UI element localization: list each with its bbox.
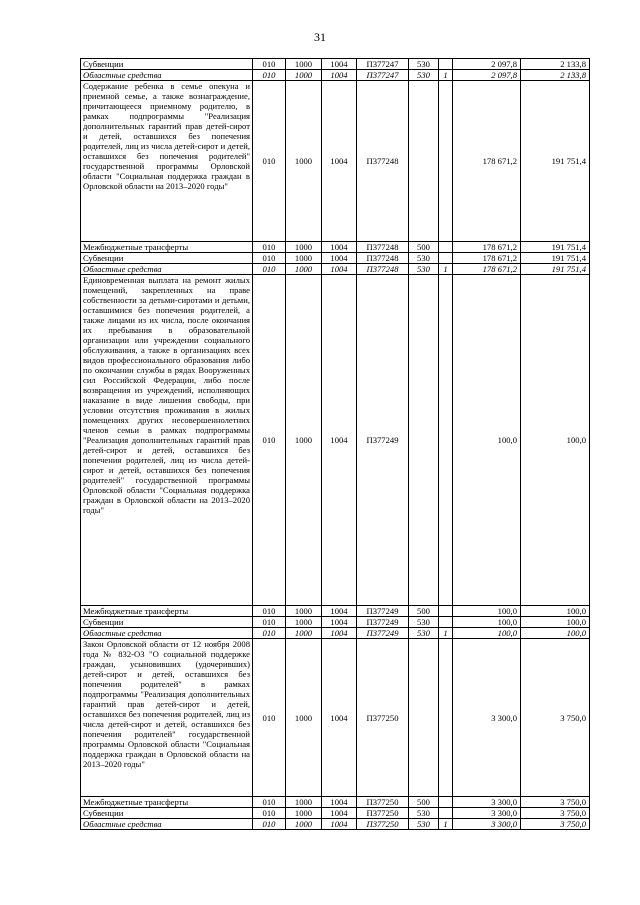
amount-year2-cell: 3 750,0 (521, 639, 590, 797)
target-item-code-cell: П377247 (357, 70, 409, 81)
target-item-code-cell: П377248 (357, 81, 409, 242)
amount-year1-cell: 100,0 (453, 628, 521, 639)
table-row (81, 819, 590, 830)
target-item-code-cell: П377248 (357, 264, 409, 275)
expense-type-cell: 530 (409, 70, 439, 81)
section-code-cell: 1000 (286, 70, 322, 81)
amount-year2-cell: 191 751,4 (521, 264, 590, 275)
target-item-code-cell: П377248 (357, 253, 409, 264)
admin-code-cell: 010 (253, 275, 286, 606)
table-row (81, 639, 590, 797)
table-row (81, 264, 590, 275)
source-code-cell (439, 242, 453, 253)
section-code-cell: 1000 (286, 81, 322, 242)
row-name-cell: Субвенции (81, 253, 253, 264)
section-code-cell: 1000 (286, 808, 322, 819)
admin-code-cell: 010 (253, 797, 286, 808)
subsection-code-cell: 1004 (322, 59, 357, 70)
amount-year2-cell: 2 133,8 (521, 59, 590, 70)
section-code-cell: 1000 (286, 617, 322, 628)
amount-year1-cell: 2 097,8 (453, 70, 521, 81)
amount-year1-cell: 3 300,0 (453, 819, 521, 830)
row-name-cell: Областные средства (81, 628, 253, 639)
subsection-code-cell: 1004 (322, 275, 357, 606)
expense-type-cell: 530 (409, 264, 439, 275)
source-code-cell: 1 (439, 264, 453, 275)
section-code-cell: 1000 (286, 819, 322, 830)
source-code-cell: 1 (439, 70, 453, 81)
subsection-code-cell: 1004 (322, 70, 357, 81)
row-name-cell: Межбюджетные трансферты (81, 242, 253, 253)
amount-year2-cell: 2 133,8 (521, 70, 590, 81)
target-item-code-cell: П377250 (357, 808, 409, 819)
admin-code-cell: 010 (253, 606, 286, 617)
source-code-cell: 1 (439, 819, 453, 830)
admin-code-cell: 010 (253, 617, 286, 628)
amount-year1-cell: 3 300,0 (453, 639, 521, 797)
admin-code-cell: 010 (253, 81, 286, 242)
subsection-code-cell: 1004 (322, 639, 357, 797)
row-name-cell: Единовременная выплата на ремонт жилых помещений, закрепленных на праве собственности за детьми-сиротами и детьми, оставшимися без попечения родителей, а также лицами из их числа, после окончания их пребывания в образовательной организации или учреждении социального обслуживания, а также в организациях всех видов профессионального образования либо по окончании службы в рядах Вооруженных сил Российской Федерации, либо после возвращения из учреждений, исполняющих наказание в виде лишения свободы, при условии отсутствия проживания в жилых помещениях других несовершеннолетних членов семьи в рамках подпрограммы "Реализация дополнительных гарантий прав детей-сирот и детей, оставшихся без попечения родителей, лиц из числа детей-сирот и детей, оставшихся без попечения родителей" государственной программы Орловской области "Социальная поддержка граждан в Орловской области на 2013–2020 годы" (81, 275, 253, 606)
expense-type-cell: 530 (409, 617, 439, 628)
section-code-cell: 1000 (286, 275, 322, 606)
source-code-cell (439, 797, 453, 808)
section-code-cell: 1000 (286, 264, 322, 275)
row-name-cell: Субвенции (81, 59, 253, 70)
row-name-cell: Областные средства (81, 70, 253, 81)
amount-year2-cell: 191 751,4 (521, 253, 590, 264)
table-row (81, 606, 590, 617)
table-row (81, 81, 590, 242)
expense-type-cell: 500 (409, 242, 439, 253)
subsection-code-cell: 1004 (322, 797, 357, 808)
expense-type-cell (409, 275, 439, 606)
source-code-cell: 1 (439, 628, 453, 639)
amount-year1-cell: 178 671,2 (453, 253, 521, 264)
row-name-cell: Областные средства (81, 819, 253, 830)
table-row (81, 797, 590, 808)
source-code-cell (439, 639, 453, 797)
table-row (81, 59, 590, 70)
admin-code-cell: 010 (253, 242, 286, 253)
amount-year2-cell: 3 750,0 (521, 808, 590, 819)
target-item-code-cell: П377249 (357, 617, 409, 628)
amount-year2-cell: 100,0 (521, 617, 590, 628)
admin-code-cell: 010 (253, 808, 286, 819)
amount-year2-cell: 191 751,4 (521, 81, 590, 242)
row-name-cell: Субвенции (81, 617, 253, 628)
amount-year2-cell: 3 750,0 (521, 797, 590, 808)
amount-year1-cell: 2 097,8 (453, 59, 521, 70)
table-row (81, 253, 590, 264)
row-name-cell: Содержание ребенка в семье опекуна и приемной семье, а также вознаграждение, причитающееся приемному родителю, в рамках подпрограммы "Реализация дополнительных гарантий прав детей-сирот и детей, оставшихся без попечения родителей, лиц из числа детей-сирот и детей, оставшихся без попечения родителей" государственной программы Орловской области "Социальная поддержка граждан в Орловской области на 2013–2020 годы" (81, 81, 253, 242)
admin-code-cell: 010 (253, 264, 286, 275)
expense-type-cell: 530 (409, 253, 439, 264)
expense-type-cell: 530 (409, 819, 439, 830)
target-item-code-cell: П377248 (357, 242, 409, 253)
table-row (81, 242, 590, 253)
amount-year2-cell: 191 751,4 (521, 242, 590, 253)
table-row (81, 808, 590, 819)
admin-code-cell: 010 (253, 59, 286, 70)
admin-code-cell: 010 (253, 70, 286, 81)
subsection-code-cell: 1004 (322, 81, 357, 242)
subsection-code-cell: 1004 (322, 242, 357, 253)
admin-code-cell: 010 (253, 628, 286, 639)
expense-type-cell: 530 (409, 808, 439, 819)
row-name-cell: Областные средства (81, 264, 253, 275)
row-name-cell: Межбюджетные трансферты (81, 606, 253, 617)
table-row (81, 70, 590, 81)
budget-table-body (81, 59, 590, 830)
section-code-cell: 1000 (286, 59, 322, 70)
expense-type-cell: 500 (409, 606, 439, 617)
row-name-cell: Субвенции (81, 808, 253, 819)
table-row (81, 617, 590, 628)
amount-year1-cell: 178 671,2 (453, 81, 521, 242)
subsection-code-cell: 1004 (322, 606, 357, 617)
subsection-code-cell: 1004 (322, 264, 357, 275)
source-code-cell (439, 253, 453, 264)
amount-year1-cell: 3 300,0 (453, 797, 521, 808)
amount-year2-cell: 100,0 (521, 628, 590, 639)
amount-year1-cell: 100,0 (453, 606, 521, 617)
row-name-cell: Межбюджетные трансферты (81, 797, 253, 808)
table-row (81, 275, 590, 606)
amount-year2-cell: 100,0 (521, 275, 590, 606)
source-code-cell (439, 617, 453, 628)
amount-year1-cell: 100,0 (453, 617, 521, 628)
target-item-code-cell: П377249 (357, 606, 409, 617)
expense-type-cell (409, 81, 439, 242)
target-item-code-cell: П377247 (357, 59, 409, 70)
expense-type-cell (409, 639, 439, 797)
section-code-cell: 1000 (286, 242, 322, 253)
subsection-code-cell: 1004 (322, 819, 357, 830)
amount-year1-cell: 100,0 (453, 275, 521, 606)
section-code-cell: 1000 (286, 606, 322, 617)
subsection-code-cell: 1004 (322, 808, 357, 819)
target-item-code-cell: П377249 (357, 628, 409, 639)
amount-year2-cell: 100,0 (521, 606, 590, 617)
section-code-cell: 1000 (286, 639, 322, 797)
source-code-cell (439, 275, 453, 606)
section-code-cell: 1000 (286, 797, 322, 808)
subsection-code-cell: 1004 (322, 253, 357, 264)
admin-code-cell: 010 (253, 639, 286, 797)
row-name-cell: Закон Орловской области от 12 ноября 2008 года № 832-ОЗ "О социальной поддержке граждан, усыновивших (удочеривших) детей-сирот и детей, оставшихся без попечения родителей" в рамках подпрограммы "Реализация дополнительных гарантий прав детей-сирот и детей, оставшихся без попечения родителей, лиц из числа детей-сирот и детей, оставшихся без попечения родителей" государственной программы Орловской области "Социальная поддержка граждан в Орловской области на 2013–2020 годы" (81, 639, 253, 797)
amount-year2-cell: 3 750,0 (521, 819, 590, 830)
source-code-cell (439, 606, 453, 617)
budget-table (80, 58, 590, 830)
admin-code-cell: 010 (253, 819, 286, 830)
subsection-code-cell: 1004 (322, 617, 357, 628)
source-code-cell (439, 808, 453, 819)
expense-type-cell: 500 (409, 797, 439, 808)
admin-code-cell: 010 (253, 253, 286, 264)
target-item-code-cell: П377250 (357, 797, 409, 808)
page-number: 31 (314, 30, 326, 44)
amount-year1-cell: 178 671,2 (453, 264, 521, 275)
amount-year1-cell: 3 300,0 (453, 808, 521, 819)
section-code-cell: 1000 (286, 628, 322, 639)
subsection-code-cell: 1004 (322, 628, 357, 639)
table-row (81, 628, 590, 639)
source-code-cell (439, 59, 453, 70)
source-code-cell (439, 81, 453, 242)
target-item-code-cell: П377249 (357, 275, 409, 606)
expense-type-cell: 530 (409, 628, 439, 639)
amount-year1-cell: 178 671,2 (453, 242, 521, 253)
target-item-code-cell: П377250 (357, 819, 409, 830)
section-code-cell: 1000 (286, 253, 322, 264)
expense-type-cell: 530 (409, 59, 439, 70)
target-item-code-cell: П377250 (357, 639, 409, 797)
